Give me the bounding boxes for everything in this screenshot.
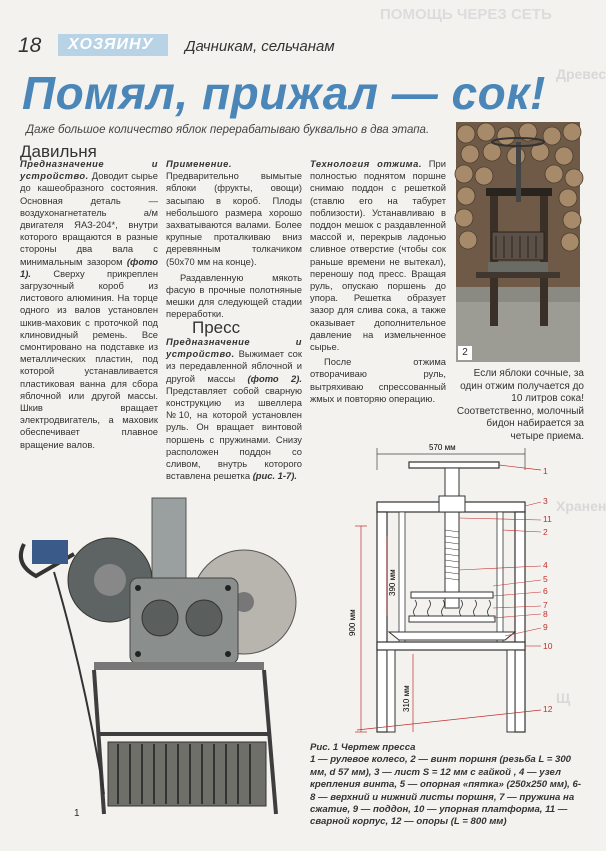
- purpose-label: Предназначение и устройство.: [20, 158, 158, 182]
- tech-text: При полностью поднятом поршне снимаю поддон с решеткой (ставлю его на табурет поблизости). Устанавливаю в поддон мешок с раздавленной массой и, перекрыв ладонью сливное отверстие (чтобы сок раньше времени не вытекал), переношу под пресс. Вращая руль, опускаю поршень до упора. Решетка образует зазор для слива сока, а также оказывает дополнительное давление на измельченное сырье.: [310, 158, 446, 353]
- crusher-photo-illustration: [14, 494, 296, 824]
- tech-paragraph-2: После отжима отворачиваю руль, вытряхиваю спрессованный жмых и повторяю операцию.: [310, 356, 446, 404]
- article-title: Помял, прижал — сок!: [22, 67, 546, 119]
- tray: [389, 632, 515, 640]
- ghost-right-2: Хранен: [556, 498, 606, 514]
- ghost-right-3: Щ: [556, 690, 571, 706]
- callout-4: 4: [543, 560, 548, 570]
- figure-caption: [310, 742, 584, 829]
- steering-wheel: [409, 462, 499, 468]
- callout-5: 5: [543, 574, 548, 584]
- callout-10: 10: [543, 641, 553, 651]
- application-paragraph-2: Раздавленную мякоть фасую в прочные полотняные мешки для следующей стадии переработки.: [166, 271, 302, 320]
- press-text: Выжимает сок из передавленной яблочной и другой массы: [166, 348, 302, 384]
- heading-press: Пресс: [192, 318, 241, 337]
- column-2-press: [166, 336, 302, 482]
- heading-crusher: Давильня: [20, 142, 97, 161]
- tech-label: Технология отжима.: [310, 158, 422, 169]
- photo-1-number: 1: [74, 808, 80, 819]
- section-tag: ХОЗЯИНУ: [58, 34, 168, 56]
- application-text: Предварительно вымытые яблоки (фрукты, овощи) засыпаю в короб. Плоды небольшого размера хорошо захватываются валами. Более крупные проталкиваю вниз деревянным толкачиком (50х70 мм на конце).: [166, 170, 302, 267]
- callout-7: 7: [543, 600, 548, 610]
- page-number: 18: [18, 34, 42, 57]
- callout-8: 8: [543, 609, 548, 619]
- ghost-right-1: Древес: [556, 66, 606, 82]
- column-1: [20, 158, 158, 451]
- callout-9: 9: [543, 622, 548, 632]
- photo-2-press: [456, 122, 580, 362]
- figure-ref: (рис. 1-7).: [252, 470, 297, 482]
- photo-2-number: 2: [458, 346, 472, 360]
- column-4: Если яблоки сочные, за один отжим получается до 10 литров сока! Соответственно, молочный бидон набирается за четыре приема.: [456, 368, 584, 442]
- dim-height-upper: 390 мм: [388, 569, 397, 596]
- ghost-header-text: ПОМОЩЬ ЧЕРЕЗ СЕТЬ: [380, 6, 552, 23]
- callout-1: 1: [543, 466, 548, 476]
- column-3: [310, 158, 446, 405]
- column-2: [166, 158, 302, 321]
- article-lead: Даже большое количество яблок перерабатываю буквально в два этапа.: [26, 124, 430, 136]
- figure-caption-text: 1 — рулевое колесо, 2 — винт поршня (резьба L = 300 мм, d 57 мм), 3 — лист S = 12 мм с гайкой , 4 — узел крепления винта, 5 — опорная «пятка» (250х250 мм), 6-8 — верхний и нижний листы поршня, 7 — пружина на сжатие, 9 — поддон, 10 — упорная платформа, 11 — сварной корпус, 12 — опоры (L = 800 мм): [310, 754, 582, 828]
- callout-2: 2: [543, 527, 548, 537]
- dim-height-lower: 310 мм: [402, 685, 411, 712]
- section-subtitle: Дачникам, сельчанам: [185, 38, 335, 55]
- dim-width: 570 мм: [429, 443, 456, 452]
- right-column: [515, 512, 525, 732]
- purpose-text: Доводит сырье до кашеобразного состояния. Основная деталь — воздухонагнетатель а/м двигателя ЯАЗ-204*, внутри которого вращаются в разные стороны два вала с минимальным зазором: [20, 170, 158, 267]
- crusher-paragraph-2: Сверху прикреплен загрузочный короб из листового алюминия. На торце одного из валов установлен шкив-маховик с проточкой под клиновидный ремень. Все смонтировано на подставке из металлических пластин, под которой устанавливается пластиковая ванна для сбора яблочной или другой массы. Шкив вращает электродвигатель, а маховик обеспечивает плавное вращение валов.: [20, 267, 158, 450]
- callout-3: 3: [543, 496, 548, 506]
- photo-1-crusher: [14, 494, 296, 824]
- dim-height-total: 900 мм: [348, 609, 357, 636]
- press-drawing: [305, 440, 565, 740]
- support-platform: [377, 642, 525, 650]
- callout-6: 6: [543, 586, 548, 596]
- press-purpose-label: Предназначение и устройство.: [166, 336, 302, 360]
- press-photo-illustration: [456, 122, 580, 362]
- callout-12: 12: [543, 704, 553, 714]
- photo-ref-2: (фото 2).: [247, 372, 302, 384]
- figure-caption-title: Рис. 1 Чертеж пресса: [310, 742, 416, 753]
- callout-11: 11: [543, 514, 552, 524]
- application-label: Применение.: [166, 158, 232, 169]
- press-text-2: Представляет собой сварную конструкцию из швеллера №10, на которой установлен руль. Он вращает винтовой поршень с пружинами. Снизу расположен поддон со сливом, внутрь которого вставлена решетка: [166, 384, 302, 482]
- left-column: [377, 512, 387, 732]
- photo-ref-1: (фото 1).: [20, 255, 158, 279]
